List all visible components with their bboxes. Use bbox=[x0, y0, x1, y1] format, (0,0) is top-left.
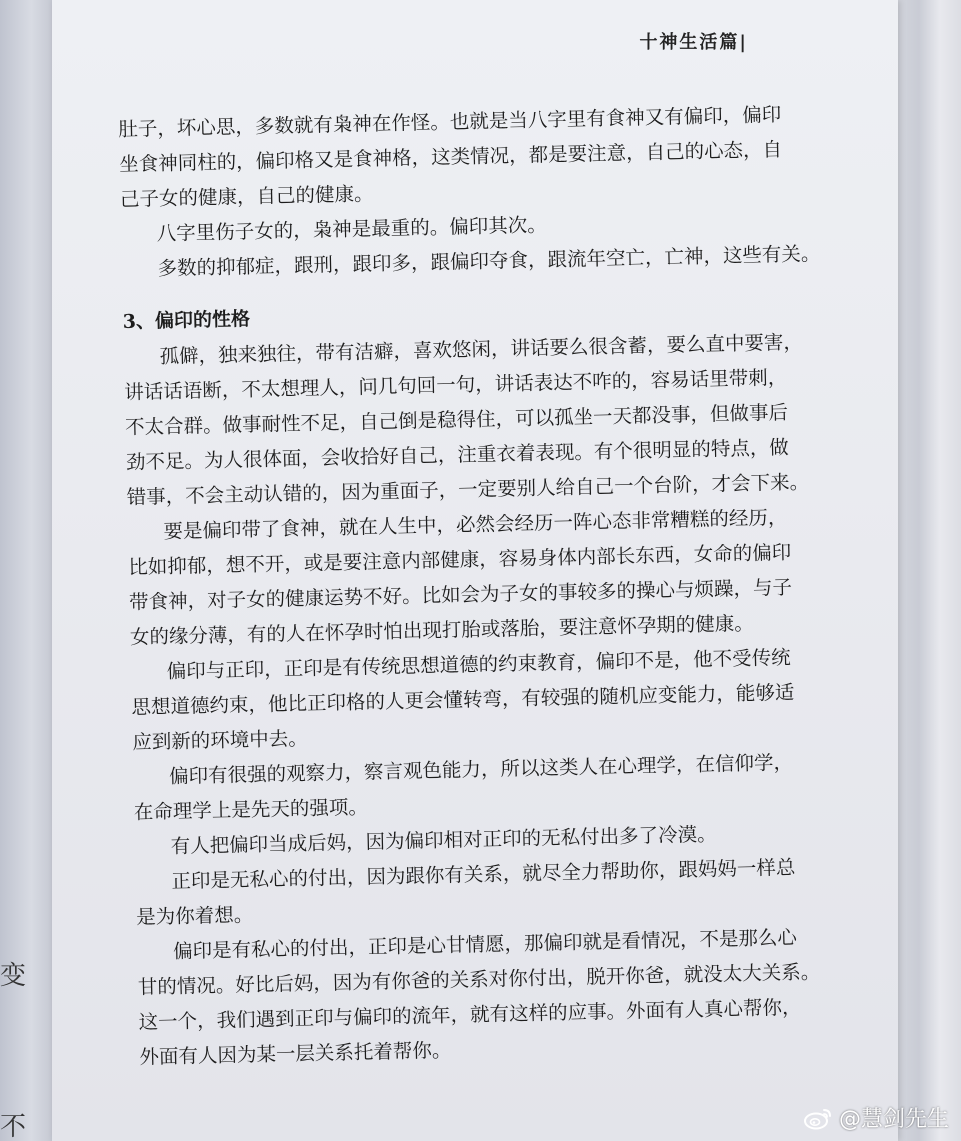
text-line: 比如抑郁，想不开，或是要注意内部健康，容易身体内部长东西，女命的偏印 bbox=[128, 540, 792, 579]
text-line: 多数的抑郁症，跟刑，跟印多，跟偏印夺食，跟流年空亡，亡神，这些有关。 bbox=[157, 242, 821, 281]
text-line: 在命理学上是先天的强项。 bbox=[133, 795, 369, 824]
text-line: 外面有人因为某一层关系托着帮你。 bbox=[139, 1038, 452, 1069]
text-line: 偏印与正印，正印是有传统思想道德的约束教育，偏印不是，他不受传统 bbox=[166, 645, 791, 684]
section-heading: 3、偏印的性格 bbox=[122, 308, 251, 333]
left-page-glyph: 不 bbox=[0, 1112, 27, 1141]
text-line: 这一个，我们遇到正印与偏印的流年，就有这样的应事。外面有人真心帮你， bbox=[138, 995, 802, 1034]
page-body bbox=[118, 96, 840, 1075]
text-line: 偏印有很强的观察力，察言观色能力，所以这类人在心理学，在信仰学， bbox=[168, 750, 794, 789]
text-line: 肚子，坏心思，多数就有枭神在作怪。也就是当八字里有食神又有偏印，偏印 bbox=[118, 102, 782, 141]
text-line: 偏印是有私心的付出，正印是心甘情愿，那偏印就是看情况，不是那么心 bbox=[172, 925, 798, 963]
running-head: 十神生活篇| bbox=[639, 32, 748, 53]
right-page-edges bbox=[891, 0, 961, 1141]
text-line: 应到新的环境中去。 bbox=[132, 726, 309, 754]
text-line: 思想道德约束，他比正印格的人更会懂转弯，有较强的随机应变能力，能够适 bbox=[131, 680, 795, 719]
paragraph bbox=[127, 499, 830, 655]
text-line: 甘的情况。好比后妈，因为有你爸的关系对你付出，脱开你爸，就没太大关系。 bbox=[137, 960, 821, 999]
left-page-glyph: 变 bbox=[0, 961, 27, 991]
text-line: 有人把偏印当成后妈，因为偏印相对正印的无私付出多了冷漠。 bbox=[170, 822, 717, 858]
text-line: 女的缘分薄，有的人在怀孕时怕出现打胎或落胎，要注意怀孕期的健康。 bbox=[129, 611, 755, 649]
book-page bbox=[52, 0, 898, 1141]
text-line: 孤僻，独来独往，带有洁癖，喜欢悠闲，讲话要么很含蓄，要么直中要害， bbox=[159, 330, 804, 369]
paragraph bbox=[118, 96, 820, 217]
text-line: 劲不足。为人很体面，会收拾好自己，注重衣着表现。有个很明显的特点，做 bbox=[125, 435, 790, 474]
watermark-text: @慧剑先生 bbox=[838, 1107, 949, 1132]
text-line: 己子女的健康，自己的健康。 bbox=[119, 182, 374, 211]
weibo-watermark bbox=[803, 1102, 949, 1133]
paragraph bbox=[123, 324, 827, 515]
paragraph bbox=[137, 919, 840, 1075]
text-line: 要是偏印带了食神，就在人生中，必然会经历一阵心态非常糟糕的经历， bbox=[163, 505, 788, 544]
weibo-icon bbox=[803, 1106, 833, 1130]
text-line: 讲话话语断，不太想理人，问几句回一句，讲话表达不咋的，容易话里带刺， bbox=[124, 365, 788, 404]
text-line: 不太合群。做事耐性不足，自己倒是稳得住，可以孤坐一天都没事，但做事后 bbox=[124, 400, 789, 439]
text-line: 坐食神同柱的，偏印格又是食神格，这类情况，都是要注意，自己的心态，自 bbox=[118, 137, 783, 176]
text-line: 八字里伤子女的，枭神是最重的。偏印其次。 bbox=[156, 213, 547, 246]
paragraph bbox=[130, 639, 832, 760]
text-line: 是为你着想。 bbox=[136, 903, 254, 929]
text-line: 带食神，对子女的健康运势不好。比如会为子女的事较多的操心与烦躁，与子 bbox=[128, 575, 793, 614]
text-line: 正印是无私心的付出，因为跟你有关系，就尽全力帮助你，跟妈妈一样总 bbox=[171, 855, 796, 893]
left-page-edge bbox=[0, 0, 54, 1141]
text-line: 错事，不会主动认错的，因为重面子，一定要别人给自己一个台阶，才会下来。 bbox=[126, 470, 810, 509]
